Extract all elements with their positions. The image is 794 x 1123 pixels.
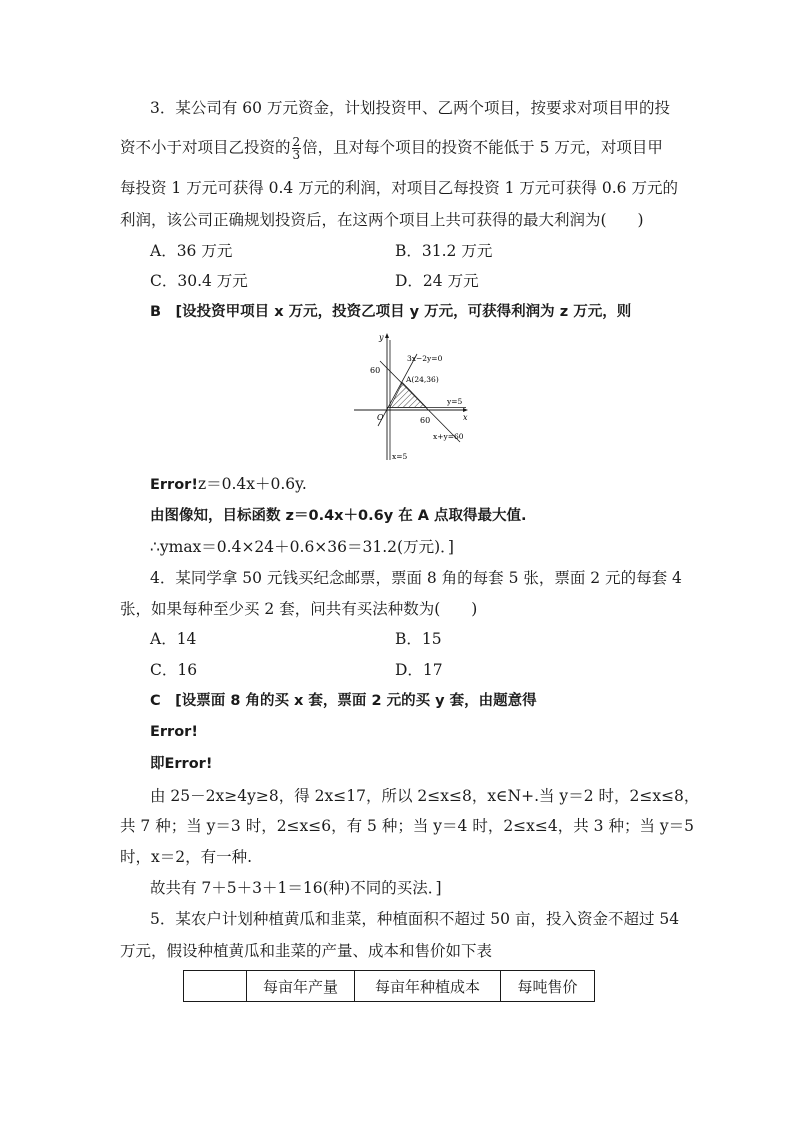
label-eq-3x-2y: 3x−2y=0 xyxy=(407,354,443,363)
q3-line-4: 利润，该公司正确规划投资后，在这两个项目上共可获得的最大利润为( ) xyxy=(120,211,644,229)
fraction-numerator: 2 xyxy=(292,135,301,149)
table-header-cell: 每亩年产量 xyxy=(247,971,355,1002)
objective-function: z＝0.4x＋0.6y. xyxy=(197,475,307,493)
table-header-cell xyxy=(184,971,247,1002)
q4-option-b: B．15 xyxy=(395,630,442,648)
q3-line-2a: 资不小于对项目乙投资的 xyxy=(120,138,291,157)
q4-solution-4: 故共有 7＋5＋3＋1＝16(种)不同的买法．] xyxy=(150,879,442,897)
q3-line-2b: 倍，且对每个项目的投资不能低于 5 万元，对项目甲 xyxy=(302,138,663,157)
q5-table xyxy=(183,970,595,1002)
q4-solution-1: 由 25－2x≥4y≥8，得 2x≤17，所以 2≤x≤8，x∈N+.当 y＝2 时，2≤x≤8， xyxy=(150,787,700,805)
q3-option-a: A．36 万元 xyxy=(150,242,233,260)
label-60-x: 60 xyxy=(420,416,431,425)
label-y: y xyxy=(379,333,384,342)
shaded-feasible-region xyxy=(390,383,426,408)
table-header-cell: 每吨售价 xyxy=(501,971,595,1002)
q3-line-2 xyxy=(120,136,680,161)
q5-line-1: 5．某农户计划种植黄瓜和韭菜，种植面积不超过 50 亩，投入资金不超过 54 xyxy=(150,910,680,928)
q3-option-b: B．31.2 万元 xyxy=(395,242,493,260)
label-x: x xyxy=(463,413,468,422)
fraction-two-thirds xyxy=(292,136,302,161)
q3-solution-2: ∴ymax＝0.4×24＋0.6×36＝31.2(万元)．] xyxy=(150,538,454,556)
x-axis-arrow xyxy=(463,408,468,412)
q4-error-1: Error! xyxy=(150,724,198,740)
q3-solution-1: 由图像知，目标函数 z＝0.4x＋0.6y 在 A 点取得最大值. xyxy=(150,508,527,524)
label-eq-x-5: x=5 xyxy=(392,452,408,461)
q3-error-line xyxy=(150,473,710,496)
label-eq-x-plus-y: x+y=60 xyxy=(433,432,464,441)
table-header-cell: 每亩年种植成本 xyxy=(355,971,501,1002)
label-origin: O xyxy=(377,413,384,422)
q5-line-2: 万元，假设种植黄瓜和韭菜的产量、成本和售价如下表 xyxy=(120,942,493,960)
q3-line-1: 3．某公司有 60 万元资金，计划投资甲、乙两个项目，按要求对项目甲的投 xyxy=(150,99,670,117)
q3-option-c: C．30.4 万元 xyxy=(150,272,248,290)
q4-solution-2: 共 7 种；当 y＝3 时，2≤x≤6，有 5 种；当 y＝4 时，2≤x≤4，共 3 种；当 y＝5 xyxy=(120,817,695,835)
q4-error-2: 即Error! xyxy=(150,756,213,772)
y-axis-arrow xyxy=(385,333,389,338)
q4-line-2: 张，如果每种至少买 2 套，问共有买法种数为( ) xyxy=(120,600,478,618)
q3-option-d: D．24 万元 xyxy=(395,272,479,290)
label-60-y: 60 xyxy=(370,366,381,375)
q4-option-a: A．14 xyxy=(150,630,197,648)
q4-line-1: 4．某同学拿 50 元钱买纪念邮票，票面 8 角的每套 5 张，票面 2 元的每套 4 xyxy=(150,569,682,587)
feasible-region-graph xyxy=(350,330,470,465)
error-marker: Error! xyxy=(150,477,198,493)
label-point-a: A(24,36) xyxy=(406,375,439,384)
label-eq-y-5: y=5 xyxy=(447,397,463,406)
q4-option-c: C．16 xyxy=(150,661,198,679)
q4-answer-line: C [设票面 8 角的买 x 套，票面 2 元的买 y 套，由题意得 xyxy=(150,693,537,709)
q3-answer-line: B [设投资甲项目 x 万元，投资乙项目 y 万元，可获得利润为 z 万元，则 xyxy=(150,304,632,320)
q4-solution-3: 时，x＝2，有一种. xyxy=(120,848,253,866)
fraction-denominator: 3 xyxy=(292,148,301,162)
q4-option-d: D．17 xyxy=(395,661,443,679)
table-header-row xyxy=(184,971,595,1002)
q3-line-3: 每投资 1 万元可获得 0.4 万元的利润，对项目乙每投资 1 万元可获得 0.6 万元的 xyxy=(120,179,678,197)
